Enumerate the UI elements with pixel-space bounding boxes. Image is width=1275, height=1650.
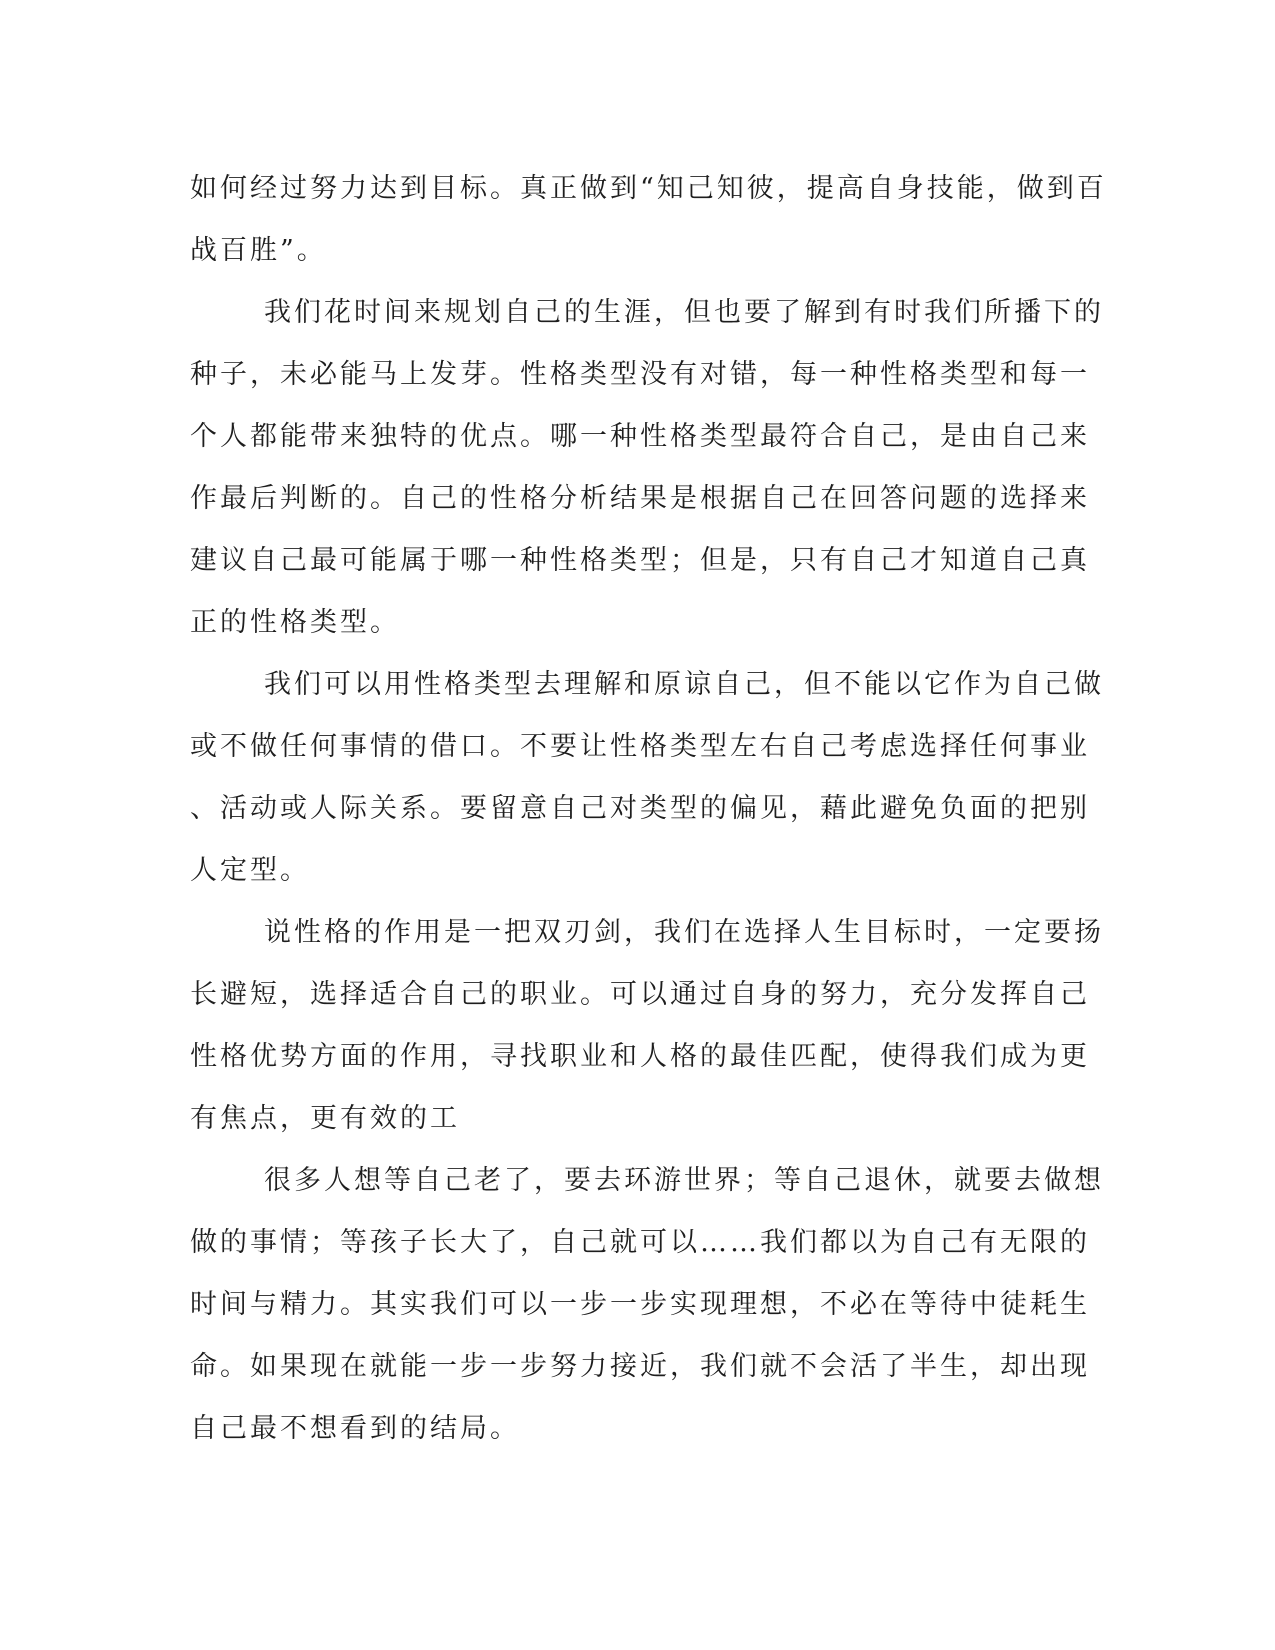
text-line: 种子，未必能马上发芽。性格类型没有对错，每一种性格类型和每一 [190, 359, 1090, 390]
text-line: 个人都能带来独特的优点。哪一种性格类型最符合自己，是由自己来 [190, 421, 1090, 452]
text-line: 自己最不想看到的结局。 [190, 1413, 520, 1444]
text-line: 性格优势方面的作用，寻找职业和人格的最佳匹配，使得我们成为更 [190, 1041, 1090, 1072]
paragraph [190, 1150, 1104, 1460]
paragraph [190, 902, 1104, 1150]
document-body [190, 158, 1107, 1460]
text-line: 建议自己最可能属于哪一种性格类型；但是，只有自己才知道自己真 [190, 545, 1090, 576]
text-line: 我们花时间来规划自己的生涯，但也要了解到有时我们所播下的 [264, 297, 1104, 328]
text-line: 命。如果现在就能一步一步努力接近，我们就不会活了半生，却出现 [190, 1351, 1090, 1382]
text-line: 说性格的作用是一把双刃剑，我们在选择人生目标时，一定要扬 [264, 917, 1104, 948]
text-line: 、活动或人际关系。要留意自己对类型的偏见，藉此避免负面的把别 [190, 793, 1090, 824]
paragraph [190, 282, 1104, 654]
text-line: 很多人想等自己老了，要去环游世界；等自己退休，就要去做想 [264, 1165, 1104, 1196]
text-line: 如何经过努力达到目标。真正做到“知己知彼，提高自身技能，做到百 [190, 173, 1107, 204]
paragraph [190, 158, 1107, 282]
paragraph [190, 654, 1104, 902]
text-line: 或不做任何事情的借口。不要让性格类型左右自己考虑选择任何事业 [190, 731, 1090, 762]
text-line: 作最后判断的。自己的性格分析结果是根据自己在回答问题的选择来 [190, 483, 1090, 514]
text-line: 做的事情；等孩子长大了，自己就可以……我们都以为自己有无限的 [190, 1227, 1090, 1258]
text-line: 时间与精力。其实我们可以一步一步实现理想，不必在等待中徒耗生 [190, 1289, 1090, 1320]
text-line: 有焦点，更有效的工 [190, 1103, 460, 1134]
text-line: 人定型。 [190, 855, 310, 886]
text-line: 正的性格类型。 [190, 607, 400, 638]
text-line: 长避短，选择适合自己的职业。可以通过自身的努力，充分发挥自己 [190, 979, 1090, 1010]
text-line: 我们可以用性格类型去理解和原谅自己，但不能以它作为自己做 [264, 669, 1104, 700]
text-line: 战百胜”。 [190, 235, 327, 266]
